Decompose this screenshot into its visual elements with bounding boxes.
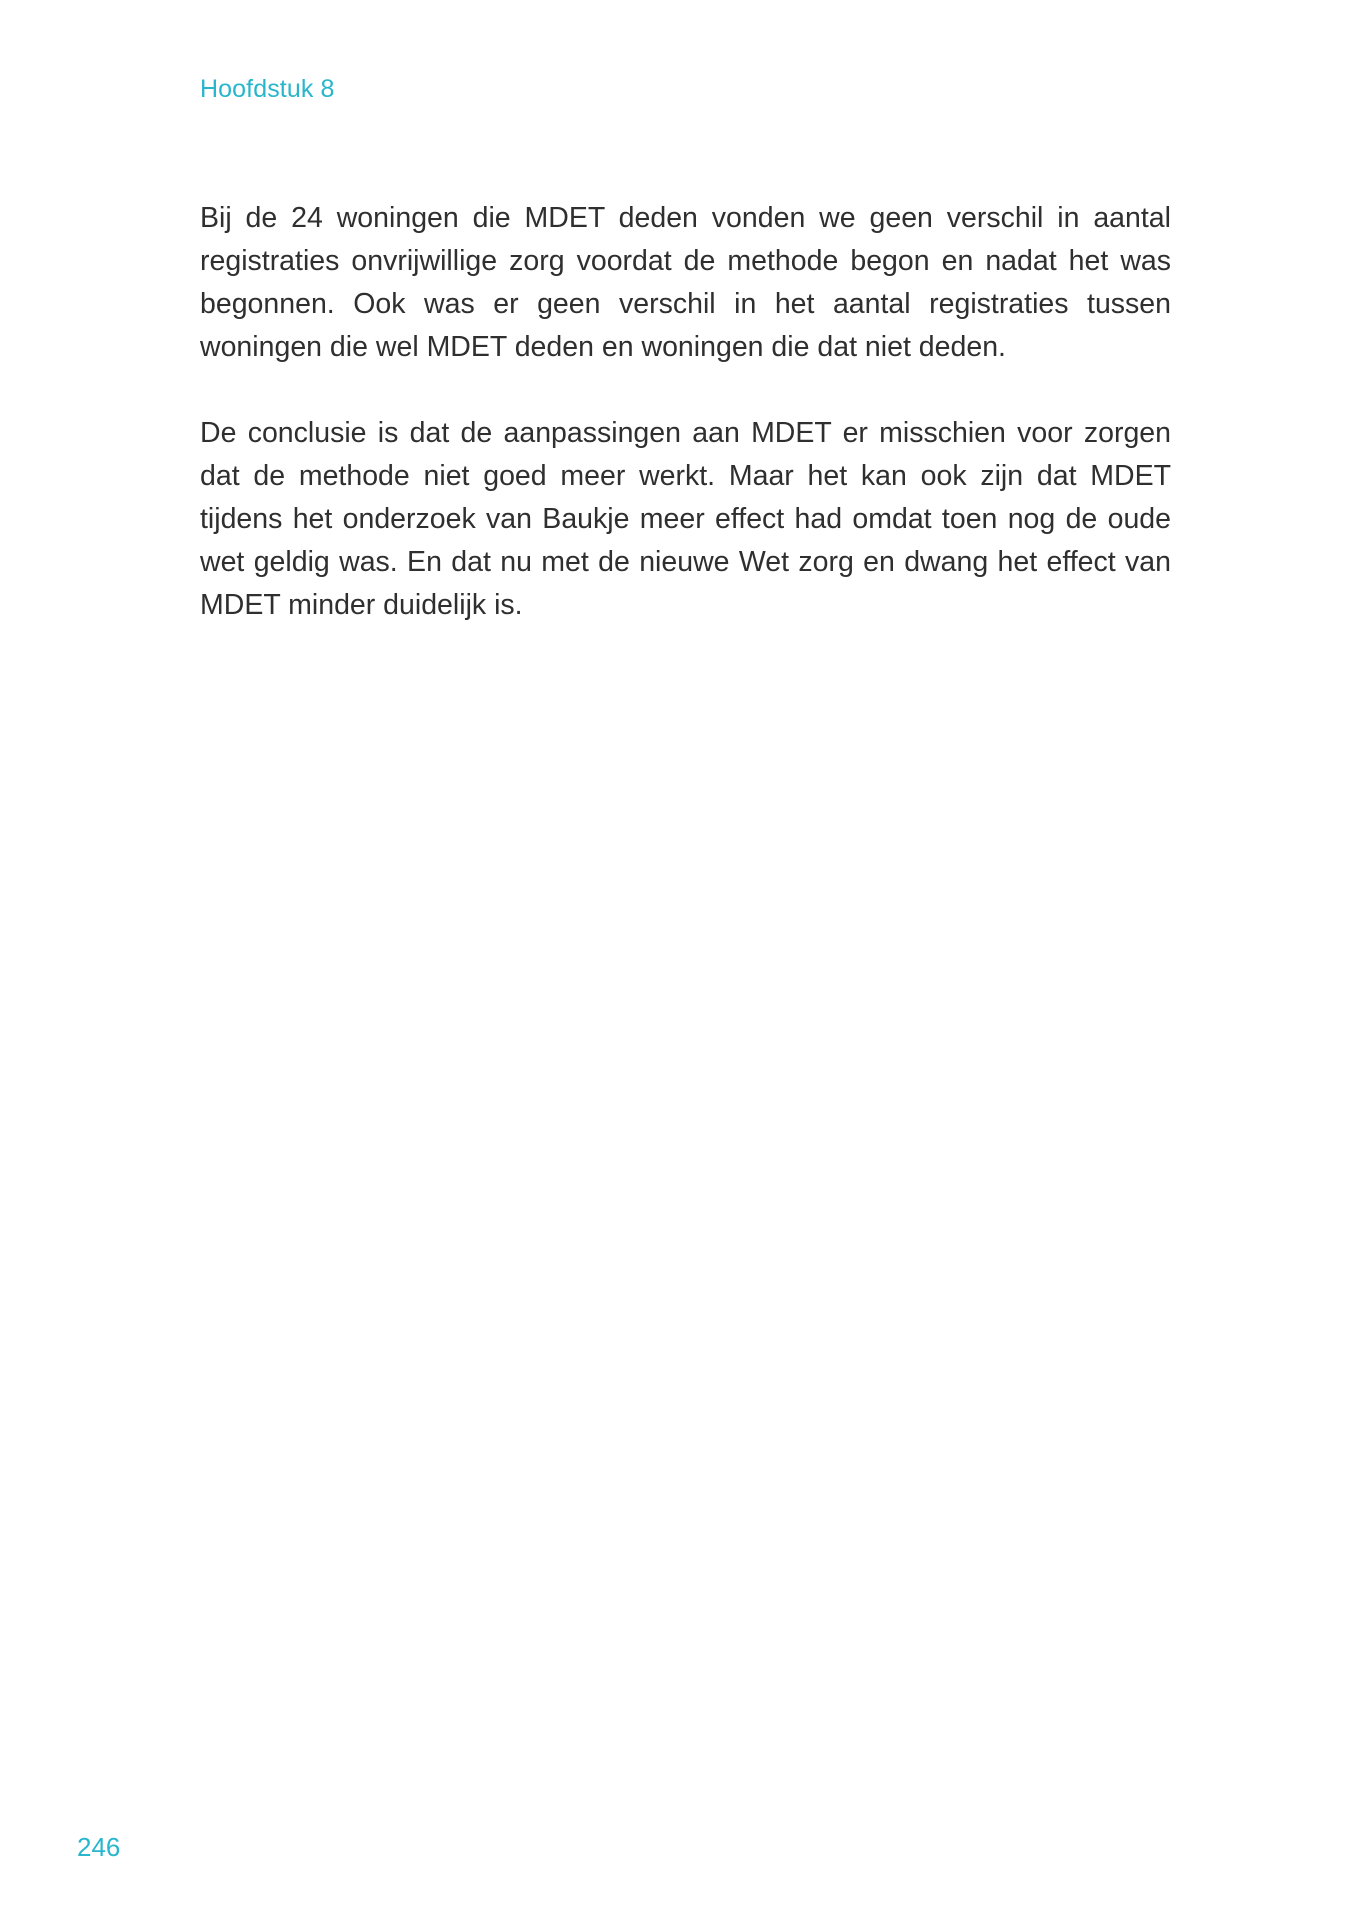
paragraph: Bij de 24 woningen die MDET deden vonden we geen verschil in aantal registraties onvrijwillige zorg voordat de methode begon en nadat het was begonnen. Ook was er geen verschil in het aantal registraties tussen woningen die wel MDET deden en woningen die dat niet deden. — [200, 202, 1171, 363]
paragraph: De conclusie is dat de aanpassingen aan MDET er misschien voor zorgen dat de methode niet goed meer werkt. Maar het kan ook zijn dat MDET tijdens het onderzoek van Baukje meer effect had omdat toen nog de oude wet geldig was. En dat nu met de nieuwe Wet zorg en dwang het effect van MDET minder duidelijk is. — [200, 417, 1171, 621]
chapter-header: Hoofdstuk 8 — [200, 75, 335, 103]
body-text — [200, 197, 1171, 670]
page-number: 246 — [77, 1832, 121, 1862]
